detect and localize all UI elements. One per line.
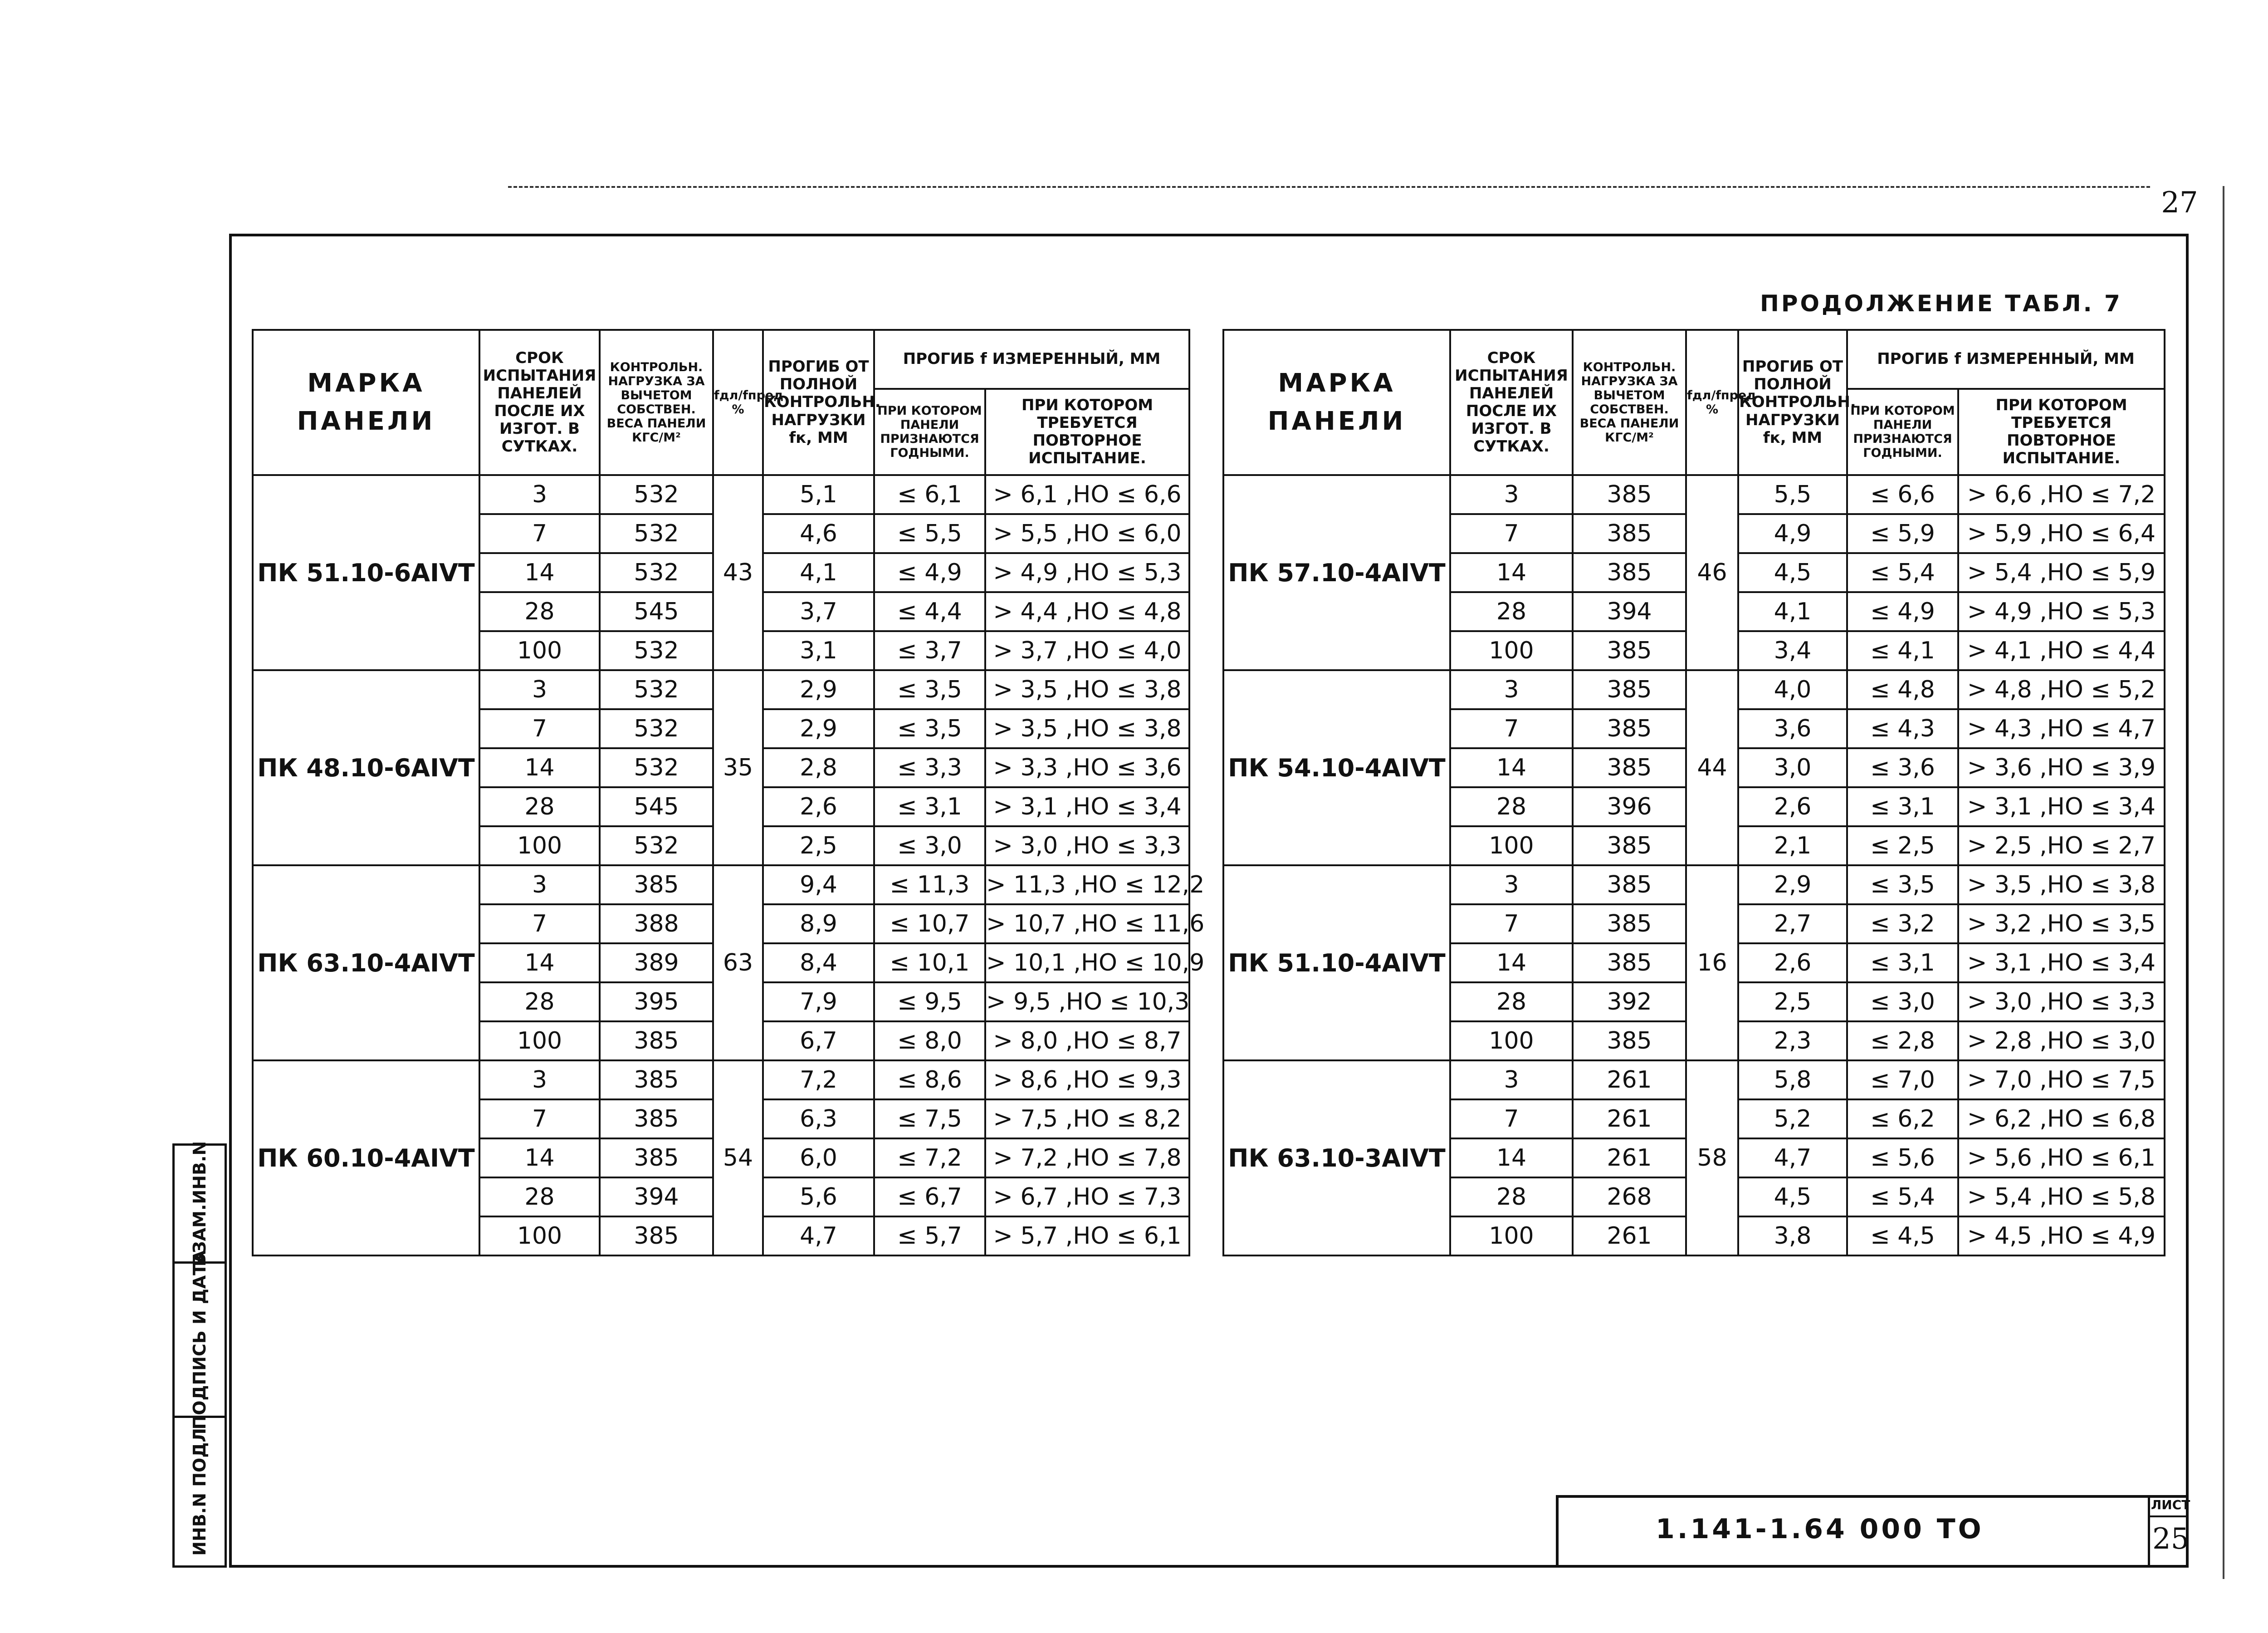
control-load: 261 xyxy=(1573,1099,1686,1138)
retest-criterion: > 7,2 ,НО ≤ 7,8 xyxy=(985,1138,1189,1177)
fit-criterion: ≤ 7,5 xyxy=(874,1099,985,1138)
retest-criterion: > 2,8 ,НО ≤ 3,0 xyxy=(1958,1021,2165,1060)
retest-criterion: > 4,8 ,НО ≤ 5,2 xyxy=(1958,670,2165,709)
retest-criterion: > 3,5 ,НО ≤ 3,8 xyxy=(985,670,1189,709)
fit-criterion: ≤ 4,5 xyxy=(1847,1216,1958,1255)
fit-criterion: ≤ 3,5 xyxy=(874,670,985,709)
full-load-deflection: 2,9 xyxy=(763,709,874,748)
retest-criterion: > 3,0 ,НО ≤ 3,3 xyxy=(1958,982,2165,1021)
top-dashed-line xyxy=(508,186,2150,188)
header-progib-full: ПРОГИБ ОТ ПОЛНОЙ КОНТРОЛЬН. НАГРУЗКИ fк, ММ xyxy=(1738,330,1847,475)
test-days: 14 xyxy=(479,748,600,787)
retest-criterion: > 8,0 ,НО ≤ 8,7 xyxy=(985,1021,1189,1060)
table-row xyxy=(253,865,1189,904)
table-row xyxy=(1223,475,2165,514)
fit-criterion: ≤ 10,7 xyxy=(874,904,985,943)
panel-mark: ПК 60.10-4AIVT xyxy=(253,1060,479,1255)
fit-criterion: ≤ 10,1 xyxy=(874,943,985,982)
full-load-deflection: 3,8 xyxy=(1738,1216,1847,1255)
full-load-deflection: 4,6 xyxy=(763,514,874,553)
control-load: 532 xyxy=(600,826,713,865)
full-load-deflection: 2,6 xyxy=(1738,943,1847,982)
control-load: 532 xyxy=(600,748,713,787)
test-days: 28 xyxy=(1450,592,1573,631)
header-progib-measured: ПРОГИБ f ИЗМЕРЕННЫЙ, ММ xyxy=(874,330,1189,389)
control-load: 545 xyxy=(600,592,713,631)
fit-criterion: ≤ 3,1 xyxy=(1847,943,1958,982)
panel-mark: ПК 54.10-4AIVT xyxy=(1223,670,1450,865)
fit-criterion: ≤ 6,6 xyxy=(1847,475,1958,514)
retest-criterion: > 3,1 ,НО ≤ 3,4 xyxy=(1958,787,2165,826)
control-load: 394 xyxy=(1573,592,1686,631)
full-load-deflection: 2,6 xyxy=(1738,787,1847,826)
fit-criterion: ≤ 5,5 xyxy=(874,514,985,553)
full-load-deflection: 2,5 xyxy=(1738,982,1847,1021)
deflection-ratio: 35 xyxy=(713,670,763,865)
fit-criterion: ≤ 3,5 xyxy=(1847,865,1958,904)
retest-criterion: > 6,6 ,НО ≤ 7,2 xyxy=(1958,475,2165,514)
control-load: 268 xyxy=(1573,1177,1686,1216)
test-days: 14 xyxy=(479,943,600,982)
full-load-deflection: 2,6 xyxy=(763,787,874,826)
control-load: 532 xyxy=(600,475,713,514)
fit-criterion: ≤ 8,6 xyxy=(874,1060,985,1099)
table-row xyxy=(1223,670,2165,709)
sheet-number: 25 xyxy=(2152,1522,2190,1556)
deflection-ratio: 43 xyxy=(713,475,763,670)
test-days: 100 xyxy=(1450,1021,1573,1060)
full-load-deflection: 2,1 xyxy=(1738,826,1847,865)
fit-criterion: ≤ 4,8 xyxy=(1847,670,1958,709)
table-row xyxy=(1223,1060,2165,1099)
header-progib-full: ПРОГИБ ОТ ПОЛНОЙ КОНТРОЛЬН. НАГРУЗКИ fк, ММ xyxy=(763,330,874,475)
retest-criterion: > 5,7 ,НО ≤ 6,1 xyxy=(985,1216,1189,1255)
test-days: 100 xyxy=(1450,1216,1573,1255)
full-load-deflection: 4,5 xyxy=(1738,1177,1847,1216)
full-load-deflection: 5,2 xyxy=(1738,1099,1847,1138)
panel-mark: ПК 51.10-4AIVT xyxy=(1223,865,1450,1060)
test-days: 100 xyxy=(1450,631,1573,670)
fit-criterion: ≤ 4,4 xyxy=(874,592,985,631)
full-load-deflection: 2,5 xyxy=(763,826,874,865)
full-load-deflection: 3,0 xyxy=(1738,748,1847,787)
full-load-deflection: 3,4 xyxy=(1738,631,1847,670)
test-days: 3 xyxy=(479,865,600,904)
retest-criterion: > 4,9 ,НО ≤ 5,3 xyxy=(1958,592,2165,631)
fit-criterion: ≤ 4,1 xyxy=(1847,631,1958,670)
header-retest: ПРИ КОТОРОМ ТРЕБУЕТСЯ ПОВТОРНОЕ ИСПЫТАНИЕ. xyxy=(1958,389,2165,475)
retest-criterion: > 3,5 ,НО ≤ 3,8 xyxy=(1958,865,2165,904)
test-days: 7 xyxy=(1450,904,1573,943)
full-load-deflection: 2,9 xyxy=(763,670,874,709)
test-days: 14 xyxy=(479,553,600,592)
full-load-deflection: 3,6 xyxy=(1738,709,1847,748)
retest-criterion: > 4,9 ,НО ≤ 5,3 xyxy=(985,553,1189,592)
full-load-deflection: 8,9 xyxy=(763,904,874,943)
test-days: 28 xyxy=(479,592,600,631)
full-load-deflection: 4,7 xyxy=(1738,1138,1847,1177)
test-days: 100 xyxy=(479,1216,600,1255)
retest-criterion: > 3,2 ,НО ≤ 3,5 xyxy=(1958,904,2165,943)
test-days: 28 xyxy=(1450,787,1573,826)
full-load-deflection: 5,5 xyxy=(1738,475,1847,514)
control-load: 388 xyxy=(600,904,713,943)
retest-criterion: > 4,5 ,НО ≤ 4,9 xyxy=(1958,1216,2165,1255)
retest-criterion: > 5,9 ,НО ≤ 6,4 xyxy=(1958,514,2165,553)
full-load-deflection: 4,5 xyxy=(1738,553,1847,592)
fit-criterion: ≤ 7,0 xyxy=(1847,1060,1958,1099)
retest-criterion: > 9,5 ,НО ≤ 10,3 xyxy=(985,982,1189,1021)
fit-criterion: ≤ 3,7 xyxy=(874,631,985,670)
fit-criterion: ≤ 7,2 xyxy=(874,1138,985,1177)
side-stamp-cell xyxy=(175,1250,225,1430)
header-load: КОНТРОЛЬН. НАГРУЗКА ЗА ВЫЧЕТОМ СОБСТВЕН. ВЕСА ПАНЕЛИ КГС/М² xyxy=(600,330,713,475)
fit-criterion: ≤ 6,2 xyxy=(1847,1099,1958,1138)
control-load: 532 xyxy=(600,631,713,670)
retest-criterion: > 3,5 ,НО ≤ 3,8 xyxy=(985,709,1189,748)
fit-criterion: ≤ 9,5 xyxy=(874,982,985,1021)
full-load-deflection: 2,7 xyxy=(1738,904,1847,943)
control-load: 392 xyxy=(1573,982,1686,1021)
fit-criterion: ≤ 6,1 xyxy=(874,475,985,514)
test-days: 14 xyxy=(1450,1138,1573,1177)
retest-criterion: > 6,2 ,НО ≤ 6,8 xyxy=(1958,1099,2165,1138)
control-load: 532 xyxy=(600,553,713,592)
control-load: 385 xyxy=(600,1099,713,1138)
fit-criterion: ≤ 3,6 xyxy=(1847,748,1958,787)
fit-criterion: ≤ 8,0 xyxy=(874,1021,985,1060)
test-days: 14 xyxy=(1450,943,1573,982)
table-row xyxy=(253,670,1189,709)
header-fit: ПРИ КОТОРОМ ПАНЕЛИ ПРИЗНАЮТСЯ ГОДНЫМИ. xyxy=(874,389,985,475)
corner-page-number: 27 xyxy=(2161,186,2198,220)
header-progib-measured: ПРОГИБ f ИЗМЕРЕННЫЙ, ММ xyxy=(1847,330,2165,389)
side-stamp xyxy=(172,1143,227,1568)
control-load: 396 xyxy=(1573,787,1686,826)
control-load: 385 xyxy=(1573,553,1686,592)
full-load-deflection: 4,1 xyxy=(1738,592,1847,631)
control-load: 545 xyxy=(600,787,713,826)
test-days: 100 xyxy=(1450,826,1573,865)
full-load-deflection: 9,4 xyxy=(763,865,874,904)
test-days: 7 xyxy=(1450,709,1573,748)
full-load-deflection: 3,7 xyxy=(763,592,874,631)
full-load-deflection: 2,8 xyxy=(763,748,874,787)
test-days: 14 xyxy=(1450,553,1573,592)
retest-criterion: > 10,7 ,НО ≤ 11,6 xyxy=(985,904,1189,943)
fit-criterion: ≤ 2,5 xyxy=(1847,826,1958,865)
retest-criterion: > 2,5 ,НО ≤ 2,7 xyxy=(1958,826,2165,865)
fit-criterion: ≤ 5,6 xyxy=(1847,1138,1958,1177)
test-days: 7 xyxy=(479,1099,600,1138)
sheet-separator xyxy=(2148,1515,2189,1517)
fit-criterion: ≤ 5,4 xyxy=(1847,553,1958,592)
fit-criterion: ≤ 4,3 xyxy=(1847,709,1958,748)
side-stamp-cell xyxy=(175,1418,225,1565)
header-fit: ПРИ КОТОРОМ ПАНЕЛИ ПРИЗНАЮТСЯ ГОДНЫМИ. xyxy=(1847,389,1958,475)
panel-mark: ПК 57.10-4AIVT xyxy=(1223,475,1450,670)
control-load: 385 xyxy=(1573,475,1686,514)
test-days: 3 xyxy=(1450,1060,1573,1099)
control-load: 385 xyxy=(1573,631,1686,670)
fit-criterion: ≤ 5,7 xyxy=(874,1216,985,1255)
header-srok: СРОК ИСПЫТАНИЯ ПАНЕЛЕЙ ПОСЛЕ ИХ ИЗГОТ. В СУТКАХ. xyxy=(479,330,600,475)
control-load: 385 xyxy=(1573,865,1686,904)
fit-criterion: ≤ 5,4 xyxy=(1847,1177,1958,1216)
test-days: 7 xyxy=(479,709,600,748)
header-srok: СРОК ИСПЫТАНИЯ ПАНЕЛЕЙ ПОСЛЕ ИХ ИЗГОТ. В СУТКАХ. xyxy=(1450,330,1573,475)
test-days: 28 xyxy=(479,787,600,826)
full-load-deflection: 7,9 xyxy=(763,982,874,1021)
deflection-ratio: 46 xyxy=(1686,475,1738,670)
test-days: 100 xyxy=(479,631,600,670)
right-table xyxy=(1222,329,2165,1256)
control-load: 532 xyxy=(600,514,713,553)
right-edge-line xyxy=(2223,186,2224,1579)
retest-criterion: > 8,6 ,НО ≤ 9,3 xyxy=(985,1060,1189,1099)
full-load-deflection: 4,7 xyxy=(763,1216,874,1255)
test-days: 28 xyxy=(1450,982,1573,1021)
test-days: 3 xyxy=(1450,865,1573,904)
full-load-deflection: 5,8 xyxy=(1738,1060,1847,1099)
left-table xyxy=(252,329,1205,1256)
retest-criterion: > 6,7 ,НО ≤ 7,3 xyxy=(985,1177,1189,1216)
deflection-ratio: 63 xyxy=(713,865,763,1060)
retest-criterion: > 3,7 ,НО ≤ 4,0 xyxy=(985,631,1189,670)
header-retest: ПРИ КОТОРОМ ТРЕБУЕТСЯ ПОВТОРНОЕ ИСПЫТАНИЕ. xyxy=(985,389,1189,475)
side-stamp-signature: ПОДПИСЬ И ДАТА xyxy=(190,1250,210,1430)
control-load: 385 xyxy=(1573,1021,1686,1060)
retest-criterion: > 10,1 ,НО ≤ 10,9 xyxy=(985,943,1189,982)
retest-criterion: > 6,1 ,НО ≤ 6,6 xyxy=(985,475,1189,514)
sheet-label: ЛИСТ xyxy=(2151,1497,2190,1512)
test-days: 14 xyxy=(479,1138,600,1177)
control-load: 261 xyxy=(1573,1060,1686,1099)
control-load: 394 xyxy=(600,1177,713,1216)
fit-criterion: ≤ 11,3 xyxy=(874,865,985,904)
test-days: 28 xyxy=(479,1177,600,1216)
full-load-deflection: 6,7 xyxy=(763,1021,874,1060)
fit-criterion: ≤ 3,3 xyxy=(874,748,985,787)
side-stamp-replacement: ВЗАМ.ИНВ.N xyxy=(190,1141,210,1266)
table-row xyxy=(253,475,1189,514)
test-days: 3 xyxy=(1450,475,1573,514)
retest-criterion: > 3,6 ,НО ≤ 3,9 xyxy=(1958,748,2165,787)
panel-mark: ПК 48.10-6AIVT xyxy=(253,670,479,865)
control-load: 532 xyxy=(600,670,713,709)
full-load-deflection: 2,9 xyxy=(1738,865,1847,904)
fit-criterion: ≤ 3,2 xyxy=(1847,904,1958,943)
full-load-deflection: 4,0 xyxy=(1738,670,1847,709)
full-load-deflection: 3,1 xyxy=(763,631,874,670)
full-load-deflection: 6,0 xyxy=(763,1138,874,1177)
retest-criterion: > 3,3 ,НО ≤ 3,6 xyxy=(985,748,1189,787)
control-load: 385 xyxy=(1573,943,1686,982)
retest-criterion: > 5,4 ,НО ≤ 5,9 xyxy=(1958,553,2165,592)
panel-mark: ПК 63.10-4AIVT xyxy=(253,865,479,1060)
test-days: 100 xyxy=(479,826,600,865)
retest-criterion: > 4,3 ,НО ≤ 4,7 xyxy=(1958,709,2165,748)
fit-criterion: ≤ 6,7 xyxy=(874,1177,985,1216)
retest-criterion: > 5,5 ,НО ≤ 6,0 xyxy=(985,514,1189,553)
test-days: 28 xyxy=(479,982,600,1021)
control-load: 261 xyxy=(1573,1216,1686,1255)
retest-criterion: > 5,6 ,НО ≤ 6,1 xyxy=(1958,1138,2165,1177)
full-load-deflection: 4,1 xyxy=(763,553,874,592)
retest-criterion: > 3,0 ,НО ≤ 3,3 xyxy=(985,826,1189,865)
retest-criterion: > 11,3 ,НО ≤ 12,2 xyxy=(985,865,1189,904)
document-code: 1.141-1.64 000 ТО xyxy=(1656,1513,1984,1545)
fit-criterion: ≤ 3,5 xyxy=(874,709,985,748)
full-load-deflection: 4,9 xyxy=(1738,514,1847,553)
control-load: 385 xyxy=(1573,904,1686,943)
retest-criterion: > 4,1 ,НО ≤ 4,4 xyxy=(1958,631,2165,670)
control-load: 385 xyxy=(600,1060,713,1099)
control-load: 385 xyxy=(1573,709,1686,748)
control-load: 389 xyxy=(600,943,713,982)
test-days: 3 xyxy=(479,1060,600,1099)
control-load: 385 xyxy=(600,1021,713,1060)
test-days: 14 xyxy=(1450,748,1573,787)
panel-mark: ПК 51.10-6AIVT xyxy=(253,475,479,670)
full-load-deflection: 7,2 xyxy=(763,1060,874,1099)
full-load-deflection: 5,6 xyxy=(763,1177,874,1216)
header-load: КОНТРОЛЬН. НАГРУЗКА ЗА ВЫЧЕТОМ СОБСТВЕН. ВЕСА ПАНЕЛИ КГС/М² xyxy=(1573,330,1686,475)
retest-criterion: > 7,5 ,НО ≤ 8,2 xyxy=(985,1099,1189,1138)
table-row xyxy=(253,1060,1189,1099)
control-load: 532 xyxy=(600,709,713,748)
test-days: 7 xyxy=(1450,514,1573,553)
deflection-ratio: 44 xyxy=(1686,670,1738,865)
header-marka: МАРКА ПАНЕЛИ xyxy=(1223,330,1450,475)
fit-criterion: ≤ 3,1 xyxy=(874,787,985,826)
full-load-deflection: 6,3 xyxy=(763,1099,874,1138)
control-load: 385 xyxy=(1573,826,1686,865)
control-load: 385 xyxy=(600,1216,713,1255)
test-days: 7 xyxy=(479,514,600,553)
fit-criterion: ≤ 2,8 xyxy=(1847,1021,1958,1060)
test-days: 3 xyxy=(479,670,600,709)
control-load: 261 xyxy=(1573,1138,1686,1177)
table-row xyxy=(1223,865,2165,904)
retest-criterion: > 5,4 ,НО ≤ 5,8 xyxy=(1958,1177,2165,1216)
test-days: 100 xyxy=(479,1021,600,1060)
test-days: 7 xyxy=(1450,1099,1573,1138)
continuation-title: ПРОДОЛЖЕНИЕ ТАБЛ. 7 xyxy=(1760,290,2122,317)
deflection-ratio: 54 xyxy=(713,1060,763,1255)
control-load: 385 xyxy=(1573,748,1686,787)
fit-criterion: ≤ 5,9 xyxy=(1847,514,1958,553)
fit-criterion: ≤ 3,0 xyxy=(1847,982,1958,1021)
fit-criterion: ≤ 4,9 xyxy=(874,553,985,592)
side-stamp-inventory: ИНВ.N ПОДЛ xyxy=(190,1427,210,1556)
test-days: 28 xyxy=(1450,1177,1573,1216)
test-days: 7 xyxy=(479,904,600,943)
full-load-deflection: 5,1 xyxy=(763,475,874,514)
retest-criterion: > 7,0 ,НО ≤ 7,5 xyxy=(1958,1060,2165,1099)
header-ratio: fдл/fпред % xyxy=(1686,330,1738,475)
fit-criterion: ≤ 4,9 xyxy=(1847,592,1958,631)
side-stamp-cell xyxy=(175,1141,225,1266)
control-load: 385 xyxy=(1573,670,1686,709)
retest-criterion: > 4,4 ,НО ≤ 4,8 xyxy=(985,592,1189,631)
control-load: 385 xyxy=(600,865,713,904)
full-load-deflection: 2,3 xyxy=(1738,1021,1847,1060)
panel-mark: ПК 63.10-3AIVT xyxy=(1223,1060,1450,1255)
full-load-deflection: 8,4 xyxy=(763,943,874,982)
header-ratio: fдл/fпред % xyxy=(713,330,763,475)
control-load: 395 xyxy=(600,982,713,1021)
test-days: 3 xyxy=(1450,670,1573,709)
fit-criterion: ≤ 3,1 xyxy=(1847,787,1958,826)
header-marka: МАРКА ПАНЕЛИ xyxy=(253,330,479,475)
control-load: 385 xyxy=(1573,514,1686,553)
fit-criterion: ≤ 3,0 xyxy=(874,826,985,865)
test-days: 3 xyxy=(479,475,600,514)
deflection-ratio: 58 xyxy=(1686,1060,1738,1255)
retest-criterion: > 3,1 ,НО ≤ 3,4 xyxy=(1958,943,2165,982)
deflection-ratio: 16 xyxy=(1686,865,1738,1060)
control-load: 385 xyxy=(600,1138,713,1177)
retest-criterion: > 3,1 ,НО ≤ 3,4 xyxy=(985,787,1189,826)
